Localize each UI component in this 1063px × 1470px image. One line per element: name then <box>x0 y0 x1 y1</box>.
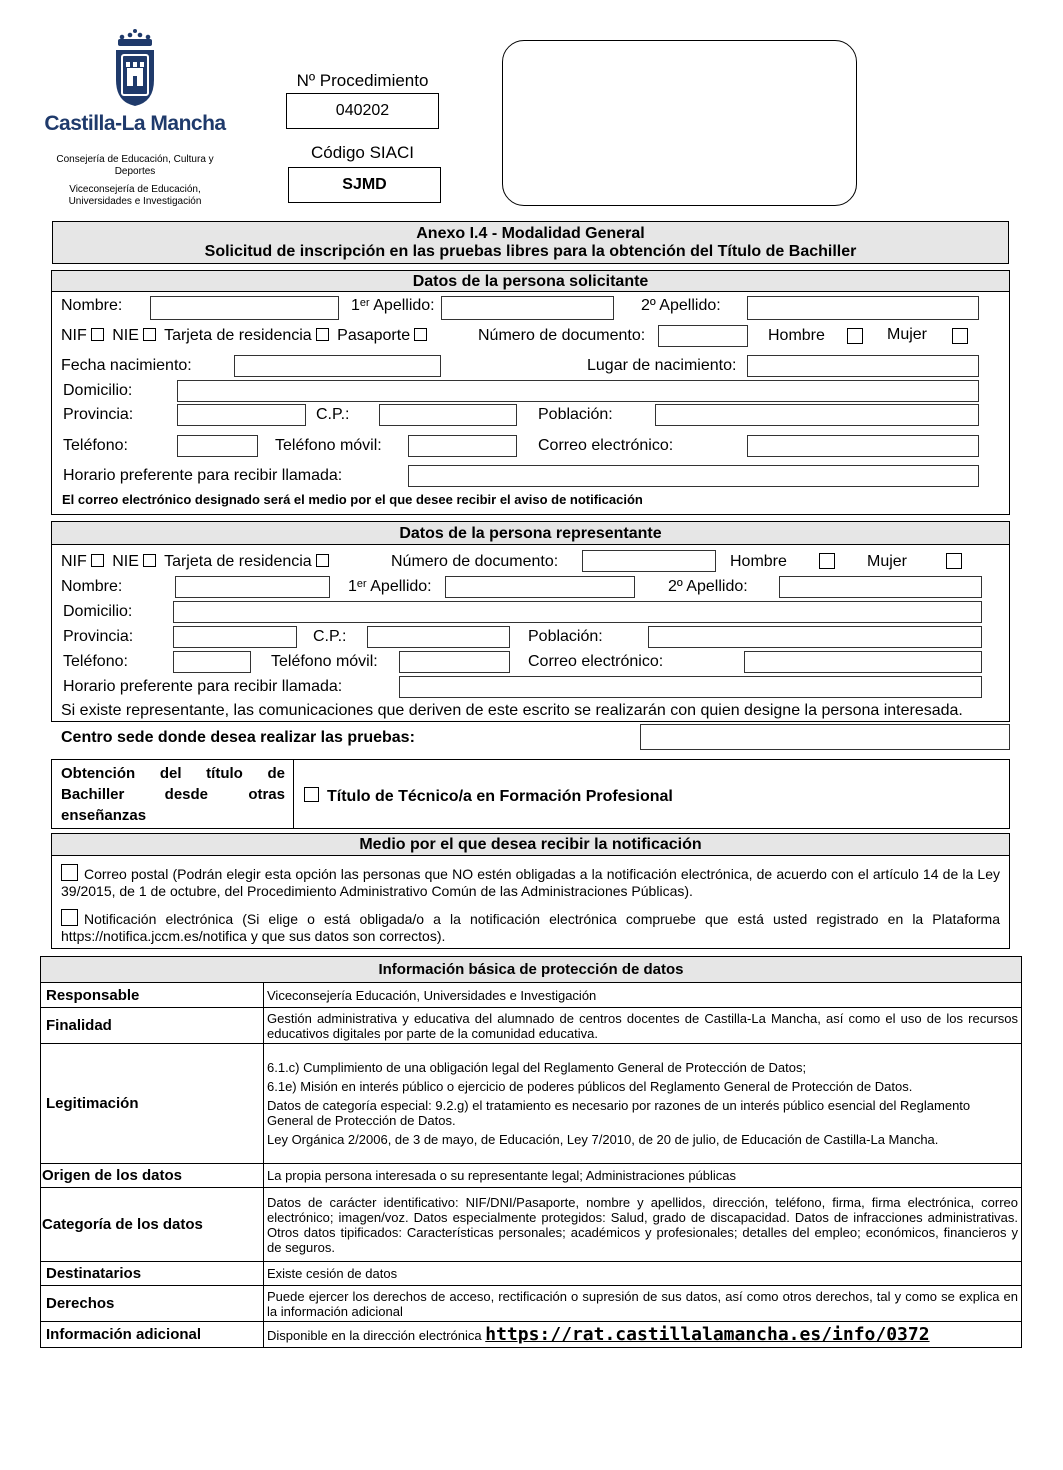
data-protection-heading: Información básica de protección de datos <box>41 957 1022 983</box>
table-row <box>41 1008 1022 1044</box>
rep-num-doc-label: Número de documento: <box>391 553 559 570</box>
table-row <box>41 1322 1022 1348</box>
applicant-nif-label: NIF <box>61 327 87 344</box>
representative-heading: Datos de la persona representante <box>51 521 1010 545</box>
rep-mujer-checkbox[interactable] <box>946 553 962 569</box>
applicant-pasaporte-label: Pasaporte <box>337 327 411 344</box>
rep-mujer-label: Mujer <box>867 553 908 570</box>
rep-num-doc-input[interactable] <box>582 550 716 572</box>
rep-poblacion-label: Población: <box>528 628 603 645</box>
registry-stamp-box <box>502 40 857 206</box>
applicant-apellido2-label: 2º Apellido: <box>641 297 721 314</box>
rep-cp-label: C.P.: <box>313 628 347 645</box>
rep-provincia-input[interactable] <box>173 626 297 648</box>
row-text: La propia persona interesada o su representante legal; Administraciones públicas <box>264 1164 1022 1188</box>
applicant-heading: Datos de la persona solicitante <box>51 270 1010 292</box>
rep-nombre-label: Nombre: <box>61 578 123 595</box>
applicant-doc-type-row <box>61 327 431 345</box>
applicant-apellido2-input[interactable] <box>747 296 979 320</box>
applicant-domicilio-label: Domicilio: <box>63 382 133 399</box>
row-text: Viceconsejería Educación, Universidades e Investigación <box>264 983 1022 1008</box>
applicant-lugar-label: Lugar de nacimiento: <box>587 357 737 374</box>
obtencion-label: Obtención del título de Bachiller desde otras enseñanzas <box>61 765 285 824</box>
applicant-fecha-label: Fecha nacimiento: <box>61 357 192 374</box>
table-row <box>41 1188 1022 1262</box>
region-name: Castilla-La Mancha <box>44 112 226 135</box>
applicant-fecha-input[interactable] <box>234 355 441 377</box>
rep-nif-label: NIF <box>61 553 87 570</box>
applicant-horario-input[interactable] <box>408 465 979 487</box>
row-label: Origen de los datos <box>41 1164 264 1188</box>
applicant-mujer-label: Mujer <box>887 326 928 343</box>
rep-hombre-checkbox[interactable] <box>819 553 835 569</box>
legitimacion-item: Ley Orgánica 2/2006, de 3 de mayo, de Educación, Ley 7/2010, de 20 de julio, de Educación de Castilla-La Mancha. <box>267 1132 939 1147</box>
row-text: Datos de carácter identificativo: NIF/DNI/Pasaporte, nombre y apellidos, dirección, teléfono, firma, firma electrónica, correo electrónico; imagen/voz. Datos especialmente protegidos: Salud, grado de discapacidad. Datos de infracciones administrativas. Otros datos tipificados: Características personales; académicos y profesionales; detalles del empleo; económicos, financieros y de seguros. <box>264 1188 1022 1262</box>
applicant-nie-label: NIE <box>112 327 139 344</box>
rep-horario-input[interactable] <box>399 676 982 698</box>
applicant-cp-label: C.P.: <box>316 406 350 423</box>
legitimacion-item: Datos de categoría especial: 9.2.g) el tratamiento es necesario por razones de un interés público esencial del Reglamento General de Protección de Datos. <box>267 1098 971 1128</box>
centro-input[interactable] <box>640 724 1010 750</box>
applicant-provincia-input[interactable] <box>177 404 306 426</box>
rep-apellido1-label: 1ᵉʳ Apellido: <box>348 578 432 595</box>
postal-label: Correo postal (Podrán elegir esta opción las personas que NO estén obligadas a la notificación electrónica, de acuerdo con el artículo 14 de la Ley 39/2015, de 1 de octubre, del Procedimiento Administrativo Común de las Administraciones Públicas). <box>61 866 1000 899</box>
rep-cp-input[interactable] <box>367 626 510 648</box>
applicant-provincia-label: Provincia: <box>63 406 134 423</box>
electronica-label: Notificación electrónica (Si elige o está obligada/o a la notificación electrónica compruebe que está usted registrado en la Plataforma https://notifica.jccm.es/notifica y que sus datos son correctos). <box>61 911 1000 944</box>
row-label: Responsable <box>41 983 264 1008</box>
postal-checkbox[interactable] <box>61 864 78 881</box>
rep-note: Si existe representante, las comunicaciones que deriven de este escrito se realizarán con quien designe la persona interesada. <box>61 702 963 719</box>
region-logo <box>100 28 170 110</box>
row-label: Finalidad <box>41 1008 264 1044</box>
notificacion-postal-option <box>61 864 1000 900</box>
siaci-code-value: SJMD <box>288 167 441 203</box>
procedure-number-value: 040202 <box>286 93 439 129</box>
applicant-poblacion-input[interactable] <box>655 404 979 426</box>
rep-domicilio-input[interactable] <box>173 601 982 623</box>
legitimacion-item: 6.1.c) Cumplimiento de una obligación legal del Reglamento General de Protección de Datos; <box>267 1060 807 1075</box>
row-text <box>264 1322 1022 1348</box>
applicant-correo-label: Correo electrónico: <box>538 437 674 454</box>
row-label: Categoría de los datos <box>41 1188 264 1262</box>
applicant-hombre-label: Hombre <box>768 327 825 344</box>
procedure-number-label: Nº Procedimiento <box>296 71 429 90</box>
info-adicional-text: Disponible en la dirección electrónica <box>267 1327 482 1343</box>
row-text: Existe cesión de datos <box>264 1262 1022 1286</box>
form-title-box <box>52 221 1009 264</box>
electronica-checkbox[interactable] <box>61 909 78 926</box>
rep-movil-input[interactable] <box>399 651 510 673</box>
applicant-nie-checkbox[interactable] <box>143 328 156 341</box>
rep-telefono-input[interactable] <box>173 651 251 673</box>
rep-apellido2-label: 2º Apellido: <box>668 578 748 595</box>
rep-nif-checkbox[interactable] <box>91 554 104 567</box>
row-text: Gestión administrativa y educativa del alumnado de centros docentes de Castilla-La Mancha, así como el uso de los recursos educativos digitales por parte de la comunidad educativa. <box>264 1008 1022 1044</box>
table-row <box>41 1164 1022 1188</box>
form-title-line2: Solicitud de inscripción en las pruebas libres para la obtención del Título de Bachiller <box>204 243 857 260</box>
rep-horario-label: Horario preferente para recibir llamada: <box>63 678 343 695</box>
applicant-tarjeta-checkbox[interactable] <box>316 328 329 341</box>
rep-provincia-label: Provincia: <box>63 628 134 645</box>
applicant-telefono-input[interactable] <box>177 435 258 457</box>
table-row <box>41 1044 1022 1164</box>
form-title-line1: Anexo I.4 - Modalidad General <box>416 225 645 242</box>
applicant-cp-input[interactable] <box>379 404 517 426</box>
applicant-apellido1-input[interactable] <box>441 296 614 320</box>
rep-nie-checkbox[interactable] <box>143 554 156 567</box>
rep-correo-label: Correo electrónico: <box>528 653 664 670</box>
row-text <box>264 1044 1022 1164</box>
table-row <box>41 1262 1022 1286</box>
applicant-correo-input[interactable] <box>747 435 979 457</box>
applicant-lugar-input[interactable] <box>747 355 979 377</box>
applicant-horario-label: Horario preferente para recibir llamada: <box>63 467 343 484</box>
applicant-nombre-label: Nombre: <box>61 297 123 314</box>
obtencion-option <box>300 787 673 806</box>
notificacion-electronica-option <box>61 909 1000 945</box>
table-row <box>41 957 1022 983</box>
legitimacion-item: 6.1e) Misión en interés público o ejercicio de poderes públicos del Reglamento General de Protección de Datos. <box>267 1079 913 1094</box>
applicant-pasaporte-checkbox[interactable] <box>414 328 427 341</box>
table-row <box>41 983 1022 1008</box>
siaci-code-label: Código SIACI <box>311 143 414 162</box>
applicant-nif-checkbox[interactable] <box>91 328 104 341</box>
row-label: Derechos <box>41 1286 264 1322</box>
table-row <box>41 1286 1022 1322</box>
tecnico-fp-checkbox[interactable] <box>304 787 319 802</box>
rep-tarjeta-checkbox[interactable] <box>316 554 329 567</box>
rep-tarjeta-label: Tarjeta de residencia <box>164 553 312 570</box>
rep-apellido2-input[interactable] <box>779 576 982 598</box>
rep-nie-label: NIE <box>112 553 139 570</box>
applicant-poblacion-label: Población: <box>538 406 613 423</box>
applicant-hombre-checkbox[interactable] <box>847 328 863 344</box>
vice-department-name: Viceconsejería de Educación, Universidades e Investigación <box>68 184 202 207</box>
applicant-email-note: El correo electrónico designado será el medio por el que desee recibir el aviso de notificación <box>62 492 643 507</box>
notificacion-heading: Medio por el que desea recibir la notificación <box>51 833 1010 856</box>
row-text: Puede ejercer los derechos de acceso, rectificación o supresión de sus datos, así como otros derechos, tal y como se explica en la información adicional <box>264 1286 1022 1322</box>
applicant-nombre-input[interactable] <box>150 296 339 320</box>
department-name: Consejería de Educación, Cultura y Deportes <box>56 154 214 177</box>
rep-poblacion-input[interactable] <box>648 626 982 648</box>
rep-movil-label: Teléfono móvil: <box>271 653 378 670</box>
rep-domicilio-label: Domicilio: <box>63 603 133 620</box>
applicant-num-doc-label: Número de documento: <box>478 327 646 344</box>
data-protection-table <box>40 956 1022 1348</box>
applicant-movil-label: Teléfono móvil: <box>275 437 382 454</box>
info-adicional-link[interactable]: https://rat.castillalamancha.es/info/0372 <box>485 1323 930 1345</box>
applicant-apellido1-label: 1ᵉʳ Apellido: <box>351 297 435 314</box>
rep-apellido1-input[interactable] <box>445 576 635 598</box>
centro-label: Centro sede donde desea realizar las pruebas: <box>61 729 415 746</box>
row-label: Información adicional <box>41 1322 264 1348</box>
applicant-num-doc-input[interactable] <box>658 325 748 347</box>
rep-telefono-label: Teléfono: <box>63 653 128 670</box>
obtencion-divider <box>293 759 294 829</box>
applicant-movil-input[interactable] <box>408 435 517 457</box>
rep-nombre-input[interactable] <box>175 576 330 598</box>
row-label: Destinatarios <box>41 1262 264 1286</box>
applicant-mujer-checkbox[interactable] <box>952 328 968 344</box>
tecnico-fp-label: Título de Técnico/a en Formación Profesional <box>327 788 673 805</box>
rep-correo-input[interactable] <box>744 651 982 673</box>
applicant-tarjeta-label: Tarjeta de residencia <box>164 327 312 344</box>
applicant-domicilio-input[interactable] <box>177 380 979 402</box>
castle-crest-icon <box>100 28 170 110</box>
rep-hombre-label: Hombre <box>730 553 787 570</box>
row-label: Legitimación <box>41 1044 264 1164</box>
applicant-telefono-label: Teléfono: <box>63 437 128 454</box>
rep-doc-type-row <box>61 553 333 571</box>
